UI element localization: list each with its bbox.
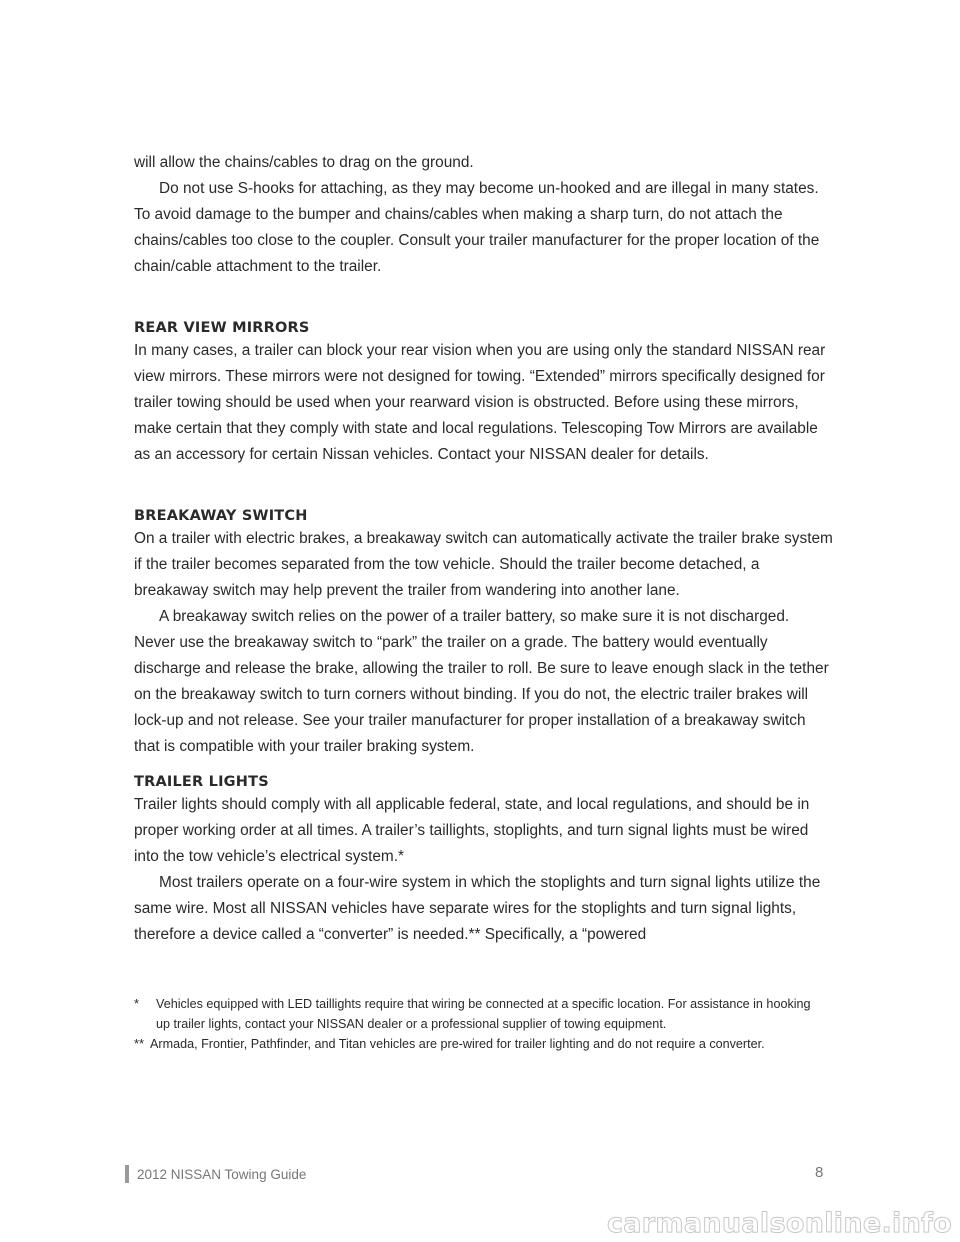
- footer-bar-divider: [125, 1165, 129, 1183]
- footnote-2: [134, 1034, 824, 1054]
- heading-rear-view-mirrors: REAR VIEW MIRRORS: [134, 320, 310, 336]
- main-content: [134, 150, 834, 948]
- watermark-text: carmanualsonline.info: [606, 1208, 952, 1239]
- footnote-text: Vehicles equipped with LED taillights require that wiring be connected at a specific location. For assistance in hooking up trailer lights, contact your NISSAN dealer or a professional supplier of towing equipment.: [156, 997, 811, 1031]
- paragraph-trailer-lights-2: Most trailers operate on a four-wire system in which the stoplights and turn signal lights utilize the same wire. Most all NISSAN vehicles have separate wires for the stoplights and turn signal lights, therefore a device called a “converter” is needed.** Specifically, a “powered: [134, 874, 821, 943]
- paragraph-trailer-lights-1: Trailer lights should comply with all applicable federal, state, and local regulations, and should be in proper working order at all times. A trailer’s taillights, stoplights, and turn signal lights must be wired into the tow vehicle’s electrical system.*: [134, 796, 810, 865]
- footnote-marker: **: [134, 1036, 145, 1051]
- footnote-text: Armada, Frontier, Pathfinder, and Titan vehicles are pre-wired for trailer lighting and do not require a converter.: [150, 1037, 765, 1051]
- footnote-1: [134, 994, 824, 1034]
- paragraph-breakaway-2: A breakaway switch relies on the power of a trailer battery, so make sure it is not discharged. Never use the breakaway switch to “park” the trailer on a grade. The battery would eventually discharge and release the brake, allowing the trailer to roll. Be sure to leave enough slack in the tether on the breakaway switch to turn corners without binding. If you do not, the electric trailer brakes will lock-up and not release. See your trailer manufacturer for proper installation of a breakaway switch that is compatible with your trailer braking system.: [134, 608, 829, 755]
- footer-guide-title: 2012 NISSAN Towing Guide: [137, 1166, 307, 1182]
- heading-trailer-lights: TRAILER LIGHTS: [134, 774, 269, 790]
- heading-breakaway-switch: BREAKAWAY SWITCH: [134, 508, 308, 524]
- page-number: 8: [815, 1164, 824, 1181]
- footnotes: [134, 994, 824, 1054]
- page-footer: [125, 1165, 306, 1183]
- footnote-marker: *: [134, 996, 140, 1011]
- paragraph-rear-view-mirrors: In many cases, a trailer can block your rear vision when you are using only the standard NISSAN rear view mirrors. These mirrors were not designed for towing. “Extended” mirrors specifically designed for trailer towing should be used when your rearward vision is obstructed. Before using these mirrors, make certain that they comply with state and local regulations. Telescoping Tow Mirrors are available as an accessory for certain Nissan vehicles. Contact your NISSAN dealer for details.: [134, 342, 826, 463]
- paragraph-breakaway-1: On a trailer with electric brakes, a breakaway switch can automatically activate the trailer brake system if the trailer becomes separated from the tow vehicle. Should the trailer become detached, a breakaway switch may help prevent the trailer from wandering into another lane.: [134, 530, 833, 599]
- paragraph-chains-end: will allow the chains/cables to drag on the ground.: [134, 154, 474, 171]
- paragraph-s-hooks: Do not use S-hooks for attaching, as they may become un-hooked and are illegal in many states. To avoid damage to the bumper and chains/cables when making a sharp turn, do not attach the chains/cables too close to the coupler. Consult your trailer manufacturer for the proper location of the chain/cable attachment to the trailer.: [134, 180, 820, 275]
